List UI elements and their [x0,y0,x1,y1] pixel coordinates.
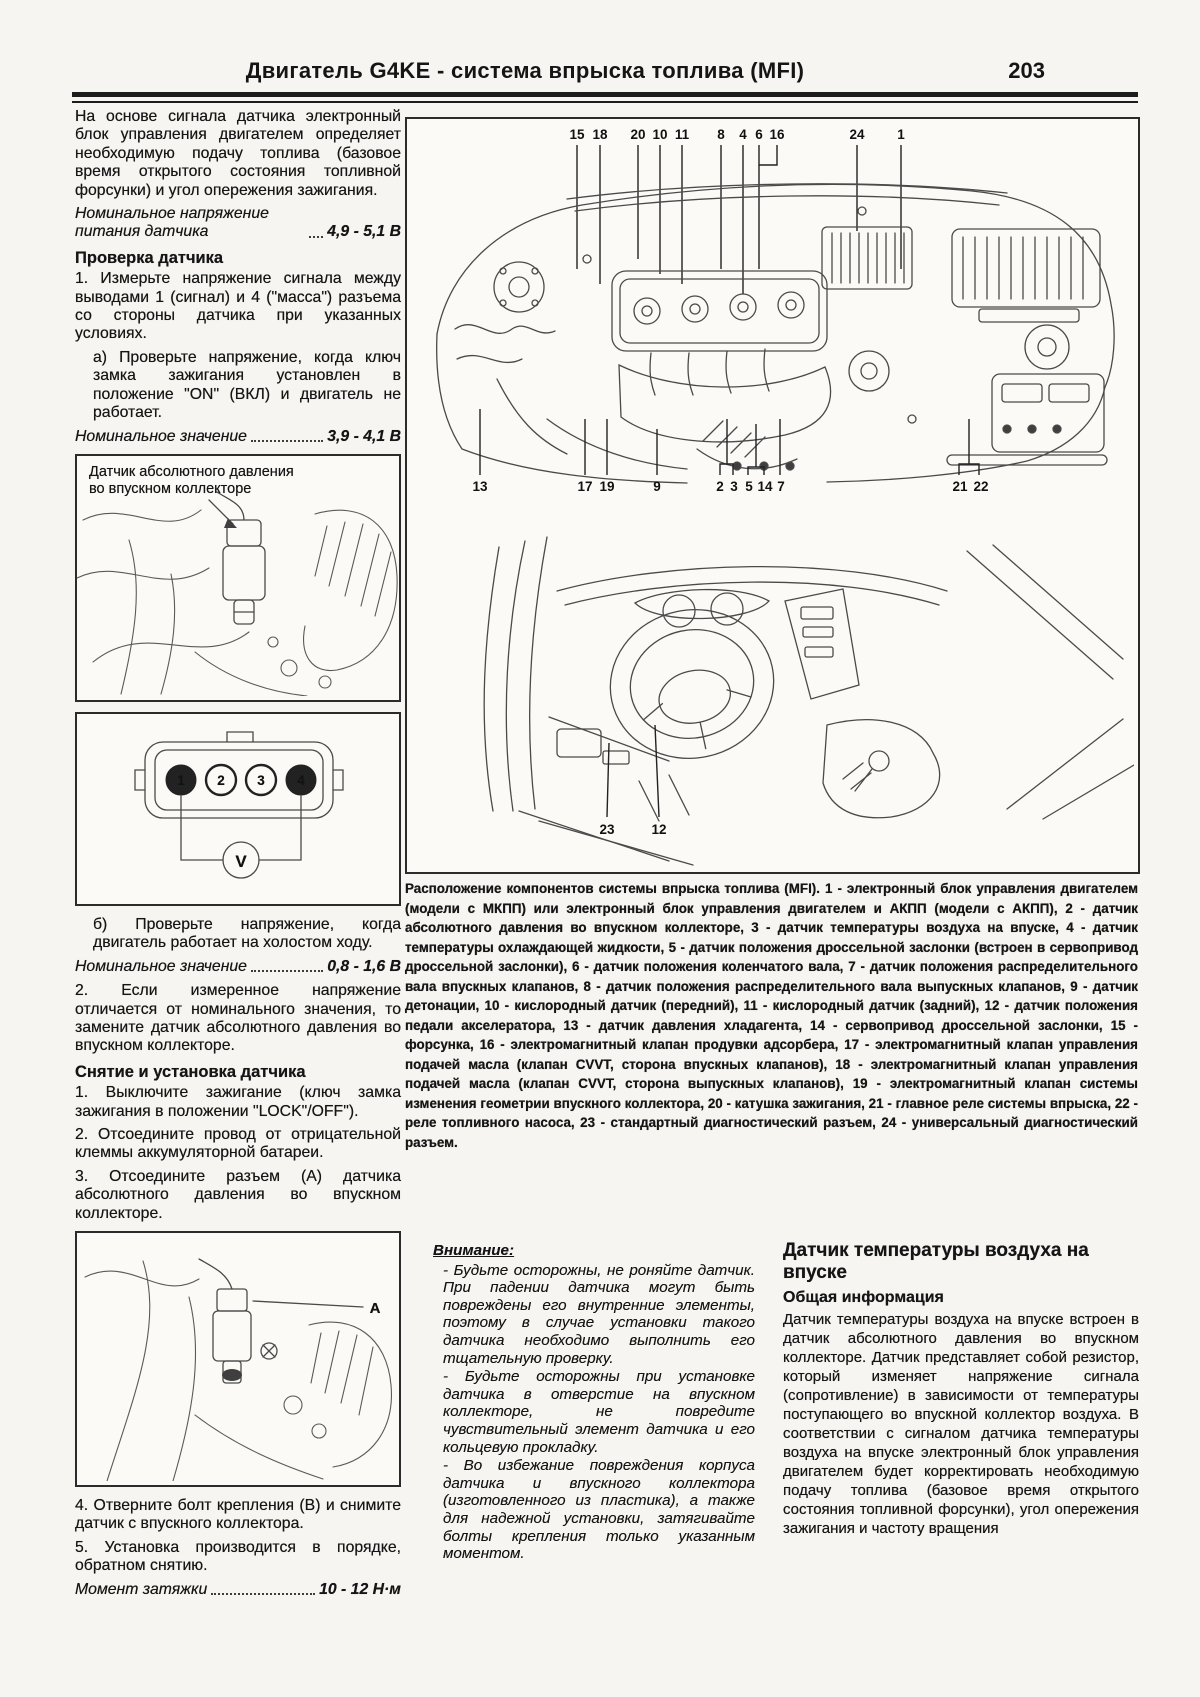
callout-22: 22 [973,479,989,494]
spec-value: 3,9 - 4,1 В [327,427,401,445]
callout-23: 23 [599,822,615,837]
page-number: 203 [1008,58,1045,83]
removal-step-3: 3. Отсоедините разъем (А) датчика абсолютного давления во впускном коллекторе. [75,1167,401,1222]
pin-4: 4 [297,772,305,788]
engine-bay-sketch [437,184,1114,483]
figure-component-location [405,117,1140,874]
figure-map-sensor-location [75,454,401,702]
sensor-removal-illustration [77,1233,399,1481]
bottom-callouts [472,479,988,494]
spec-value: 4,9 - 5,1 В [327,223,401,241]
spec-label: Номинальное напряжение питания датчика [75,205,269,241]
callout-7: 7 [777,479,785,494]
callout-16: 16 [769,127,785,142]
callout-12: 12 [651,822,667,837]
attention-item: - Во избежание повреждения корпуса датчика и впускного коллектора (изготовленного из пластика), а также для надежной установки, затягивайте болты крепления только указанным моментом. [443,1457,755,1563]
iat-sensor-section [783,1240,1139,1538]
callout-1: 1 [897,127,905,142]
callout-20: 20 [630,127,646,142]
spec-label: Номинальное значение [75,957,247,975]
dotted-leader [251,440,323,442]
callout-4: 4 [739,127,747,142]
callout-24: 24 [849,127,865,142]
callout-6: 6 [755,127,763,142]
check-step-2: 2. Если измеренное напряжение отличается от номинального значения, то замените датчик абсолютного давления во впускном коллекторе. [75,982,401,1055]
iat-heading: Датчик температуры воздуха на впуске [783,1240,1089,1283]
check-step-1a: а) Проверьте напряжение, когда ключ замка зажигания установлен в положение "ON" (ВКЛ) и двигатель не работает. [93,348,401,422]
connector-pinout-illustration [77,714,399,900]
callout-14: 14 [757,479,773,494]
attention-item: - Будьте осторожны, не роняйте датчик. При падении датчика могут быть повреждены его внутренние элементы, поэтому в случае установки такого датчика необходимо выполнить его тщательную проверку. [443,1261,755,1367]
label-a: A [369,1300,381,1317]
dotted-leader [309,236,323,238]
callout-5: 5 [745,479,753,494]
check-heading: Проверка датчика [75,248,224,267]
header-rule [72,92,1138,103]
callout-13: 13 [472,479,488,494]
spec-voltage-on [75,428,401,446]
intro-paragraph: На основе сигнала датчика электронный блок управления двигателем определяет необходимую подачу топлива (базовое время открытого состояния топливной форсунки) и угол опережения зажигания. [75,108,401,199]
removal-step-1: 1. Выключите зажигание (ключ замка зажигания в положении "LOCK"/OFF"). [75,1084,401,1120]
spec-value: 10 - 12 Н·м [319,1580,401,1598]
iat-body: Датчик температуры воздуха на впуске встроен в датчик абсолютного давления во впускном коллекторе. Датчик представляет собой резистор, который изменяет напряжение сигнала (сопротивление) в зависимости от температуры поступающего во впускной коллектор воздуха. В соответствии с сигналом датчика температуры воздуха на впуске электронный блок управления двигателем будет корректировать необходимую подачу топлива (базовое время открытого состояния топливной форсунки), угол опережения зажигания и частоту вращения [783,1311,1139,1537]
engine-bay-illustration [407,119,1134,868]
check-step-1: 1. Измерьте напряжение сигнала между выводами 1 (сигнал) и 4 ("масса") разъема со стороны датчика при указанных условиях. [75,270,401,343]
attention-item: - Будьте осторожны при установке датчика в отверстие на впускном коллекторе, не повредите чувствительный элемент датчика и его кольцевую прокладку. [443,1368,755,1456]
callout-21: 21 [952,479,968,494]
figure-sensor-removal [75,1231,401,1487]
voltmeter-icon: V [235,851,247,871]
figure-caption: Датчик абсолютного давления во впускном коллекторе [89,463,294,497]
attention-heading: Внимание: [433,1242,515,1259]
callout-19: 19 [599,479,615,494]
page-title: Двигатель G4KE - система впрыска топлива (MFI) [245,58,805,83]
removal-step-2: 2. Отсоедините провод от отрицательной клеммы аккумуляторной батареи. [75,1125,401,1162]
figure-connector-check [75,712,401,906]
spec-value: 0,8 - 1,6 В [327,957,401,975]
top-callouts [569,127,905,142]
pin-2: 2 [217,772,225,788]
connector-pins [166,765,316,795]
callout-17: 17 [577,479,593,494]
dash-leader-lines [607,725,659,817]
dashboard-sketch [484,537,1134,865]
callout-11: 11 [674,127,690,142]
removal-step-5: 5. Установка производится в порядке, обратном снятию. [75,1538,401,1575]
callout-10: 10 [652,127,668,142]
left-column [75,108,401,1605]
check-step-1b: б) Проверьте напряжение, когда двигатель работает на холостом ходу. [93,915,401,952]
pin-1: 1 [177,772,185,788]
attention-note [433,1242,755,1564]
component-location-caption: Расположение компонентов системы впрыска топлива (MFI). 1 - электронный блок управления двигателем (модели с МКПП) или электронный блок управления двигателем и АКПП (модели с АКПП), 2 - датчик абсолютного давления во впускном коллекторе, 3 - датчик температуры воздуха на впуске, 4 - датчик температуры охлаждающей жидкости, 5 - датчик положения дроссельной заслонки (встроен в сервопривод дроссельной заслонки), 6 - датчик положения коленчатого вала, 7 - датчик положения распределительного вала впускных клапанов, 8 - датчик положения распределительного вала выпускных клапанов, 9 - датчик детонации, 10 - кислородный датчик (передний), 11 - кислородный датчик (задний), 12 - датчик положения педали акселератора, 13 - датчик давления хладагента, 14 - сервопривод дроссельной заслонки, 15 - форсунка, 16 - электромагнитный клапан продувки адсорбера, 17 - электромагнитный клапан управления подачей масла (клапан CVVT, сторона впускных клапанов), 18 - электромагнитный клапан управления подачей масла (клапан CVVT, сторона выпускных клапанов), 19 - электромагнитный клапан системы изменения геометрии впускного коллектора, 20 - катушка зажигания, 21 - главное реле системы впрыска, 22 - реле топливного насоса, 23 - стандартный диагностический разъем, 24 - универсальный диагностический разъем. [405,881,1138,1150]
callout-18: 18 [592,127,608,142]
callout-2: 2 [716,479,724,494]
spec-voltage-idle [75,958,401,976]
spec-label: Момент затяжки [75,1580,208,1598]
callout-3: 3 [730,479,738,494]
callout-15: 15 [569,127,585,142]
spec-supply-voltage [75,205,401,242]
removal-step-4: 4. Отверните болт крепления (В) и снимите датчик с впускного коллектора. [75,1497,401,1533]
spec-torque [75,1581,401,1599]
removal-heading: Снятие и установка датчика [75,1062,306,1081]
callout-8: 8 [717,127,725,142]
spec-label: Номинальное значение [75,427,247,445]
dotted-leader [211,1593,315,1595]
pin-3: 3 [257,772,265,788]
iat-subheading: Общая информация [783,1289,944,1306]
dotted-leader [251,970,323,972]
callout-9: 9 [653,479,661,494]
